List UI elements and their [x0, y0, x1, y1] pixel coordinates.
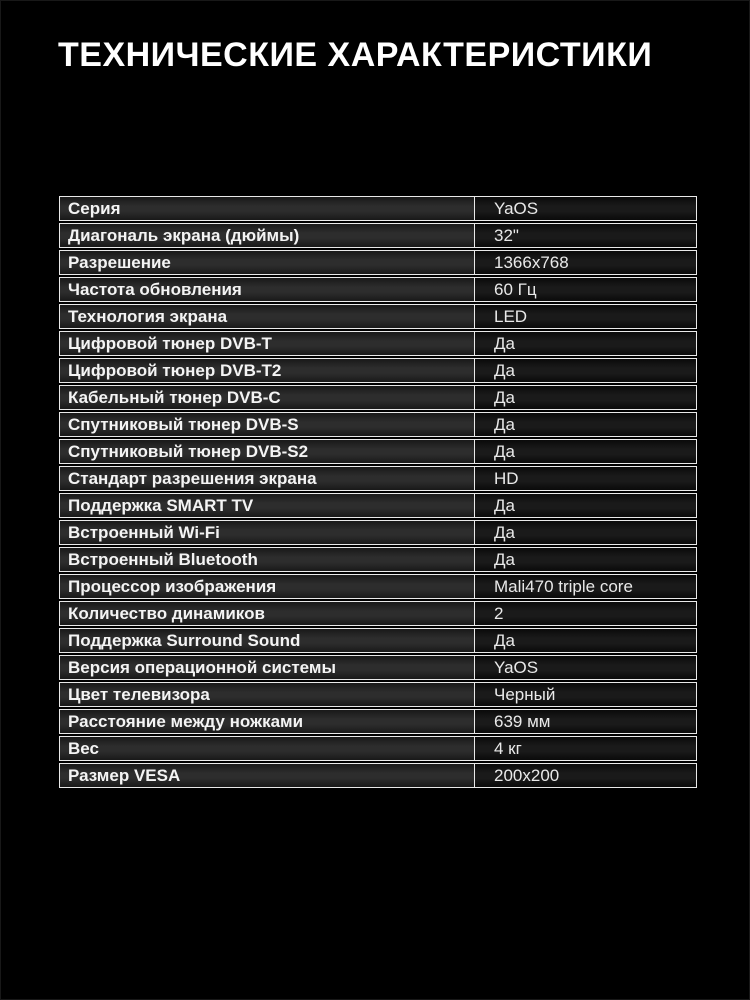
spec-label-cell: Поддержка Surround Sound [59, 628, 474, 653]
spec-value-cell: Да [474, 331, 697, 356]
spec-value-cell: YaOS [474, 655, 697, 680]
spec-label-cell: Вес [59, 736, 474, 761]
spec-value-cell: Да [474, 439, 697, 464]
page-title: ТЕХНИЧЕСКИЕ ХАРАКТЕРИСТИКИ [58, 36, 653, 74]
table-row [59, 601, 697, 626]
table-row [59, 412, 697, 437]
spec-table-body [59, 196, 697, 788]
table-row [59, 493, 697, 518]
table-row [59, 655, 697, 680]
table-row [59, 574, 697, 599]
table-row [59, 223, 697, 248]
spec-label-cell: Процессор изображения [59, 574, 474, 599]
spec-table [59, 194, 697, 790]
spec-label-cell: Серия [59, 196, 474, 221]
table-row [59, 196, 697, 221]
spec-value-cell: Да [474, 493, 697, 518]
spec-label-cell: Версия операционной системы [59, 655, 474, 680]
spec-value-cell: 32" [474, 223, 697, 248]
table-row [59, 709, 697, 734]
spec-value-cell: Да [474, 628, 697, 653]
spec-label-cell: Кабельный тюнер DVB-C [59, 385, 474, 410]
table-row [59, 304, 697, 329]
spec-value-cell: Да [474, 547, 697, 572]
spec-label-cell: Встроенный Wi-Fi [59, 520, 474, 545]
table-row [59, 682, 697, 707]
table-row [59, 628, 697, 653]
spec-label-cell: Спутниковый тюнер DVB-S [59, 412, 474, 437]
spec-label-cell: Частота обновления [59, 277, 474, 302]
spec-value-cell: 60 Гц [474, 277, 697, 302]
spec-label-cell: Диагональ экрана (дюймы) [59, 223, 474, 248]
table-row [59, 520, 697, 545]
spec-value-cell: HD [474, 466, 697, 491]
table-row [59, 763, 697, 788]
table-row [59, 358, 697, 383]
spec-label-cell: Спутниковый тюнер DVB-S2 [59, 439, 474, 464]
spec-value-cell: 1366x768 [474, 250, 697, 275]
table-row [59, 439, 697, 464]
spec-label-cell: Размер VESA [59, 763, 474, 788]
spec-value-cell: 200x200 [474, 763, 697, 788]
spec-value-cell: Да [474, 520, 697, 545]
table-row [59, 250, 697, 275]
spec-value-cell: Да [474, 385, 697, 410]
spec-value-cell: 4 кг [474, 736, 697, 761]
spec-label-cell: Цифровой тюнер DVB-T [59, 331, 474, 356]
spec-value-cell: Mali470 triple core [474, 574, 697, 599]
spec-label-cell: Встроенный Bluetooth [59, 547, 474, 572]
spec-label-cell: Расстояние между ножками [59, 709, 474, 734]
spec-value-cell: 2 [474, 601, 697, 626]
spec-value-cell: Да [474, 412, 697, 437]
spec-label-cell: Цвет телевизора [59, 682, 474, 707]
spec-label-cell: Количество динамиков [59, 601, 474, 626]
spec-label-cell: Стандарт разрешения экрана [59, 466, 474, 491]
spec-value-cell: Черный [474, 682, 697, 707]
table-row [59, 466, 697, 491]
spec-label-cell: Технология экрана [59, 304, 474, 329]
spec-label-cell: Цифровой тюнер DVB-T2 [59, 358, 474, 383]
table-row [59, 277, 697, 302]
spec-label-cell: Поддержка SMART TV [59, 493, 474, 518]
table-row [59, 547, 697, 572]
table-row [59, 331, 697, 356]
table-row [59, 385, 697, 410]
spec-value-cell: YaOS [474, 196, 697, 221]
spec-value-cell: LED [474, 304, 697, 329]
spec-label-cell: Разрешение [59, 250, 474, 275]
spec-value-cell: 639 мм [474, 709, 697, 734]
table-row [59, 736, 697, 761]
spec-value-cell: Да [474, 358, 697, 383]
